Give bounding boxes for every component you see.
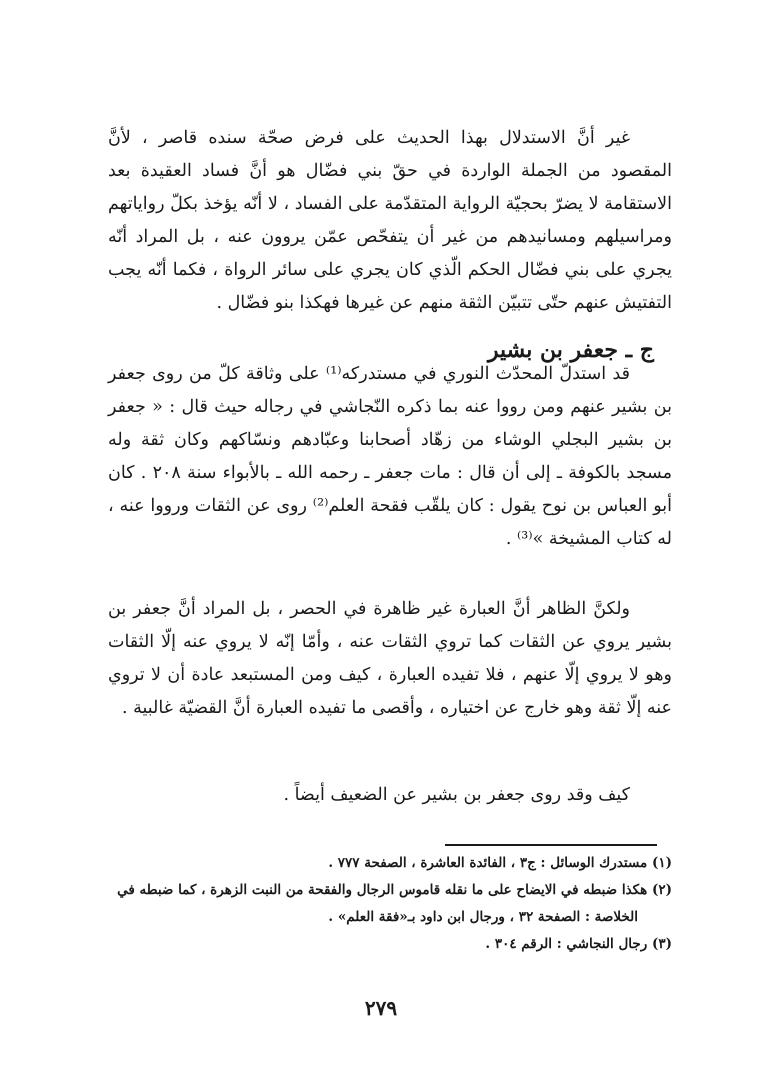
paragraph-text: كيف وقد روى جعفر بن بشير عن الضعيف أيضاً .	[283, 785, 630, 805]
footnote-separator	[445, 844, 657, 846]
section-heading: ج ـ جعفر بن بشير	[487, 337, 654, 363]
footnote-2-continued: الخلاصة : الصفحة ٣٢ ، ورجال ابن داود بـ«فقة العلم» .	[328, 909, 638, 925]
paragraph-text: قد استدلّ المحدّث النوري في مستدركه⁽¹⁾ على وثاقة كلّ من روى جعفر بن بشير عنهم ومن رووا عنه بما ذكره النّجاشي في رجاله حيث قال : « جعفر بن بشير البجلي الوشاء من زهّاد أصحابنا وعبّادهم ونسّاكهم وكان ثقة وله مسجد بالكوفة ـ إلى أن قال : مات جعفر ـ رحمه الله ـ بالأبواء سنة ٢٠٨ . كان أبو العباس بن نوح يقول : كان يلقّب فقحة العلم⁽²⁾ روى عن الثقات ورووا عنه ، له كتاب المشيخة »⁽³⁾ .	[108, 364, 672, 549]
page-number: ٢٧٩	[364, 996, 398, 1020]
paragraph-jafar-ibn-bashir	[108, 358, 672, 556]
footnote-3: (٣) رجال النجاشي : الرقم ٣٠٤ .	[485, 936, 672, 952]
footnote-1: (١) مستدرك الوسائل : ج٣ ، الفائدة العاشرة ، الصفحة ٧٧٧ .	[328, 855, 672, 871]
footnote-2: (٢) هكذا ضبطه في الايضاح على ما نقله قاموس الرجال والفقحة من النبت الزهرة ، كما ضبطه في	[117, 882, 672, 898]
paragraph-interpretation	[108, 593, 672, 725]
paragraph-text: غير أنَّ الاستدلال بهذا الحديث على فرض صحّة سنده قاصر ، لأنَّ المقصود من الجملة الواردة في حقّ بني فضّال هو أنَّ فساد العقيدة بعد الاستقامة لا يضرّ بحجيّة الرواية المتقدّمة على الفساد ، لا أنّه يؤخذ بكلّ رواياتهم ومراسيلهم ومسانيدهم من غير أن يتفحّص عمّن يروون عنه ، بل المراد أنّه يجري على بني فضّال الحكم الّذي كان يجري على سائر الرواة ، فكما أنّه يجب التفتيش عنهم حتّى تتبيّن الثقة منهم عن غيرها فهكذا بنو فضّال .	[108, 128, 672, 313]
paragraph-conclusion	[108, 779, 672, 812]
footnotes	[100, 850, 672, 958]
paragraph-bani-faddal	[108, 122, 672, 320]
paragraph-text: ولكنَّ الظاهر أنَّ العبارة غير ظاهرة في الحصر ، بل المراد أنَّ جعفر بن بشير يروي عن الثقات كما تروي الثقات عنه ، وأمّا إنّه لا يروي عنه إلّا الثقات وهو لا يروي إلّا عنهم ، فلا تفيده العبارة ، كيف ومن المستبعد عادة أن لا تروي عنه إلّا ثقة وهو خارج عن اختياره ، وأقصى ما تفيده العبارة أنَّ القضيّة غالبية .	[108, 599, 672, 718]
